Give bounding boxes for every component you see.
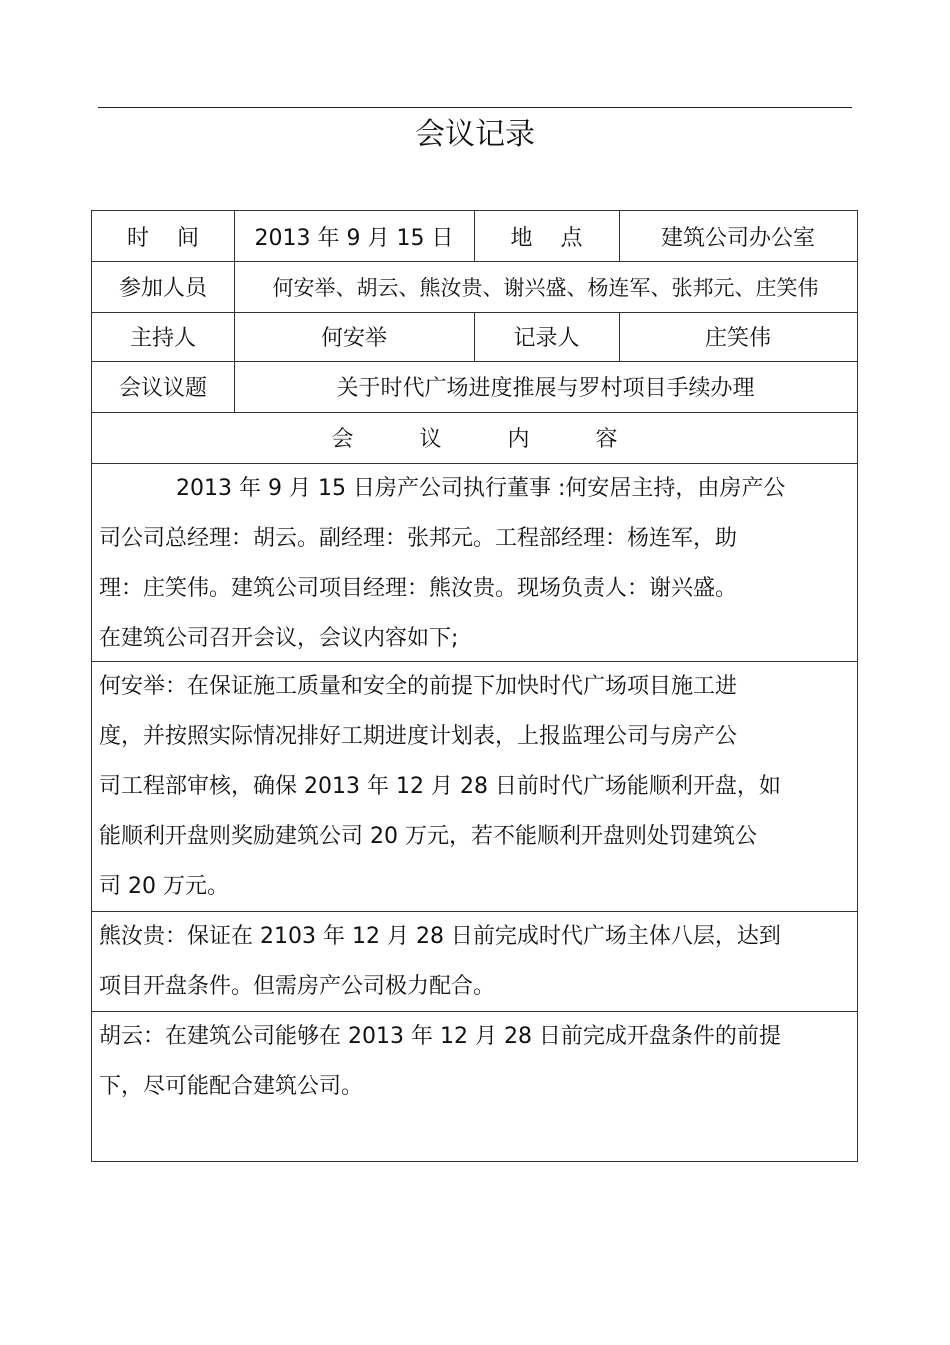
statement-line: 司 20 万元。	[99, 874, 229, 899]
attendees-label: 参加人员	[118, 276, 207, 301]
meeting-record-table	[91, 210, 858, 1162]
statement-line: 能顺利开盘则奖励建筑公司 20 万元，若不能顺利开盘则处罚建筑公	[99, 824, 757, 849]
attendees-value: 何安举、胡云、熊汝贵、谢兴盛、杨连军、张邦元、庄笑伟	[272, 275, 819, 300]
recorder-label: 记录人	[513, 326, 580, 351]
hu-yun-statement	[99, 1012, 851, 1112]
place-value: 建筑公司办公室	[660, 225, 815, 251]
xiong-rugui-statement	[99, 912, 851, 1012]
top-rule	[98, 107, 852, 108]
he-anju-statement	[99, 662, 851, 912]
intro-line: 司公司总经理：胡云。副经理：张邦元。工程部经理：杨连军，助	[99, 526, 738, 551]
time-label: 时间	[126, 225, 227, 251]
statement-line: 度，并按照实际情况排好工期进度计划表，上报监理公司与房产公	[99, 724, 738, 749]
statement-line: 司工程部审核，确保 2013 年 12 月 28 日前时代广场能顺利开盘，如	[99, 774, 781, 799]
topic-value: 关于时代广场进度推展与罗村项目手续办理	[336, 376, 755, 401]
time-value: 2013 年 9 月 15 日	[254, 225, 454, 251]
statement-line: 下，尽可能配合建筑公司。	[99, 1074, 364, 1099]
place-label: 地点	[510, 225, 611, 251]
recorder-value: 庄笑伟	[704, 326, 771, 351]
statement-line: 项目开盘条件。但需房产公司极力配合。	[99, 974, 496, 999]
intro-line: 理：庄笑伟。建筑公司项目经理：熊汝贵。现场负责人：谢兴盛。	[99, 576, 738, 601]
statement-line: 胡云：在建筑公司能够在 2013 年 12 月 28 日前完成开盘条件的前提	[99, 1024, 781, 1049]
statement-line: 熊汝贵：保证在 2103 年 12 月 28 日前完成时代广场主体八层，达到	[99, 924, 781, 949]
intro-line: 2013 年 9 月 15 日房产公司执行董事 :何安居主持，由房产公	[176, 476, 786, 501]
host-value: 何安举	[320, 326, 387, 351]
topic-label: 会议议题	[118, 376, 207, 401]
intro-line: 在建筑公司召开会议，会议内容如下;	[99, 626, 459, 651]
content-header: 会议内容	[331, 427, 684, 452]
host-label: 主持人	[129, 326, 196, 351]
intro-paragraph	[99, 464, 851, 664]
statement-line: 何安举：在保证施工质量和安全的前提下加快时代广场项目施工进	[99, 674, 738, 699]
page-title: 会议记录	[415, 117, 535, 152]
